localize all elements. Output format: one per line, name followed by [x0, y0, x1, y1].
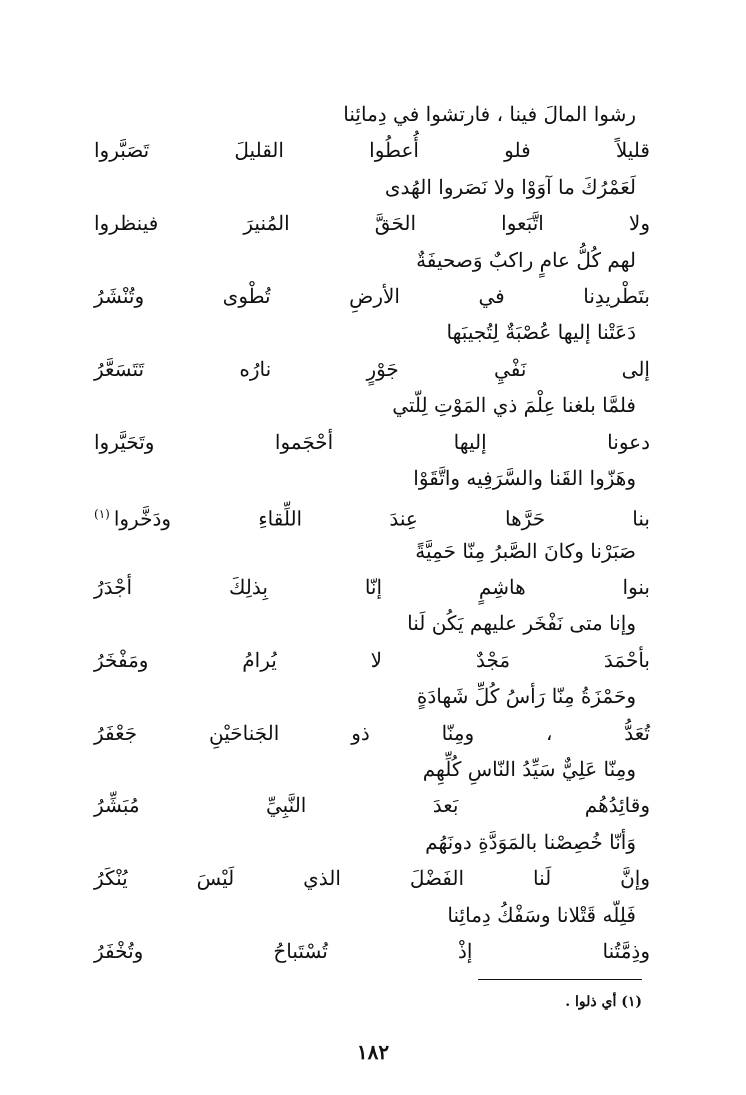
verse-line-with-footnote: [94, 496, 650, 532]
verse-line: بتَطْريدِنا في الأرضِ تُطْوى وتُنْشَرُ: [94, 283, 650, 308]
verse-text: بنا حَرَّها عِندَ اللِّقاءِ ودَخَّروا: [113, 506, 650, 531]
verse-line: وإنا متى نَفْخَر عليهم يَكُن لَنا: [407, 611, 636, 636]
verse-line: إلى نَفْيِ جَوْرٍ نارُه تَتَسَعَّرُ: [94, 356, 650, 381]
verse-line: ولا اتَّبَعوا الحَقَّ المُنيرَ فينظروا: [94, 211, 650, 236]
footnote-marker: (١): [94, 507, 110, 522]
verse-line: تُعَدُّ ، ومِنّا ذو الجَناحَيْنِ جَعْفَرُ: [94, 720, 650, 745]
verse-line: ومِنّا عَلِيٌّ سَيِّدُ النّاسِ كُلِّهِم: [422, 757, 636, 782]
verse-line: فلمَّا بلغنا عِلْمَ ذي المَوْتِ لِلّتي: [392, 393, 636, 418]
page-number: ١٨٢: [356, 1040, 390, 1064]
verse-line: رشوا المالَ فينا ، فارتشوا في دِمائِنا: [343, 102, 636, 126]
verse-line: فَلِلّه قَتْلانا وسَفْكُ دِمائِنا: [447, 902, 636, 927]
verse-line: صَبَرْنا وكانَ الصَّبرُ مِنّا حَمِيَّةً: [415, 538, 636, 563]
verse-line: وقائِدُهُم بَعدَ النَّبِيِّ مُبَشِّرُ: [94, 793, 650, 818]
verse-line: دَعَتْنا إليها عُصْبَةٌ لِتُجيبَها: [446, 320, 636, 345]
verse-line: بأحْمَدَ مَجْدٌ لا يُرامُ ومَفْخَرُ: [94, 647, 650, 672]
poem: [94, 96, 650, 969]
verse-line: لهم كُلُّ عامٍ راكبٌ وَصحيفَةٌ: [416, 247, 636, 272]
footnote: (١) أي ذلوا .: [565, 994, 642, 1010]
verse-line: وهَزّوا القَنا والسَّرَفِيه واتَّقَوْا: [413, 465, 636, 490]
footnote-divider: [478, 979, 642, 980]
verse-line: وحَمْزَةُ مِنّا رَأسُ كُلِّ شَهادَةٍ: [416, 684, 636, 709]
verse-line: وإنَّ لَنا الفَضْلَ الذي لَيْسَ يُنْكَرُ: [94, 866, 650, 891]
verse-line: وذِمَّتُنا إذْ تُسْتَباحُ وتُخْفَرُ: [94, 938, 650, 963]
verse-line: لَعَمْرُكَ ما آوَوْا ولا نَصَروا الهُدى: [384, 174, 636, 199]
verse-line: قليلاً فلو أُعطُوا القليلَ تَصَبَّروا: [94, 138, 650, 163]
verse-line: دعونا إليها أحْجَموا وتَحَيَّروا: [94, 429, 650, 454]
verse-line: وَأنّا خُصِصْنا بالمَوَدَّةِ دونَهُم: [425, 829, 636, 854]
verse-line: بنوا هاشِمٍ إنّا بِذلِكَ أجْدَرُ: [94, 575, 650, 600]
